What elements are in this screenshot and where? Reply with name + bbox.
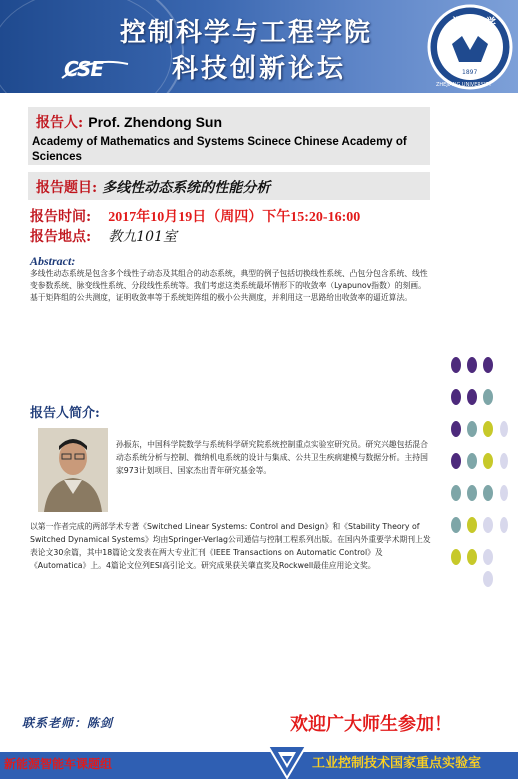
seal-english: ZHEJIANG UNIVERSITY xyxy=(436,82,492,88)
bio-text-intro: 孙振东，中国科学院数学与系统科学研究院系统控制重点实验室研究员。研究兴趣包括混合动态系统分析与控制、微纳机电系统的设计与集成、公共卫生疾病建模与数据分析。主持国家973计划项目、国家杰出青年研究基金等。 xyxy=(116,440,428,475)
zju-seal-icon xyxy=(426,4,514,90)
page-title: 控制科学与工程学院 xyxy=(120,18,373,48)
speaker-affiliation: Academy of Mathematics and Systems Scinece Chinese Academy of Sciences xyxy=(32,136,407,163)
speaker-label: 报告人: xyxy=(36,115,84,131)
dot-row xyxy=(451,549,493,565)
speaker-row xyxy=(36,112,222,132)
seal-year: 1897 xyxy=(462,69,478,76)
lab-logo-icon xyxy=(266,742,308,779)
portrait-icon xyxy=(38,428,108,512)
seal-text: 浙江大学 xyxy=(452,16,496,29)
time-row xyxy=(30,206,360,226)
time-label: 报告时间: xyxy=(30,209,92,225)
footer-group-name: 新能源智能车课题组 xyxy=(4,757,113,771)
abstract-text: 多线性动态系统是包含多个线性子动态及其组合的动态系统，典型的例子包括切换线性系统、凸包分包含系统、线性变参数系统、脉变线性系统、分段线性系统等。我们考虑这类系统最坏情形下的收敛率（Lyapunov指数）的刻画。基于矩阵组的公共测度，证明收敛率等于系统矩阵组的极小公共测度，并利用这一思路给出收敛率的逼近算法。 xyxy=(30,269,428,302)
location-value: 教九101室 xyxy=(108,229,177,245)
time-value: 2017年10月19日（周四）下午15:20-16:00 xyxy=(108,210,361,225)
contact-teacher: 联系老师：陈剑 xyxy=(22,716,114,730)
page-subtitle: 科技创新论坛 xyxy=(172,54,347,84)
dot-row xyxy=(451,389,493,405)
dot-row xyxy=(451,517,508,533)
speaker-box xyxy=(28,107,430,165)
topic-value: 多线性动态系统的性能分析 xyxy=(102,180,271,196)
topic-label: 报告题目: xyxy=(36,180,98,196)
speaker-name: Prof. Zhendong Sun xyxy=(88,114,223,130)
dot-row xyxy=(483,571,493,587)
header-banner xyxy=(0,0,518,93)
topic-box xyxy=(28,172,430,200)
footer xyxy=(0,742,518,779)
location-label: 报告地点: xyxy=(30,229,92,245)
abstract-title: Abstract: xyxy=(30,254,76,268)
dot-row xyxy=(451,453,508,469)
decorative-dots xyxy=(448,355,508,595)
topic-row xyxy=(36,177,270,197)
dot-row xyxy=(451,421,508,437)
bio-title: 报告人简介: xyxy=(30,406,100,421)
dot-row xyxy=(451,485,508,501)
welcome-banner: 欢迎广大师生参加！ xyxy=(290,714,452,735)
bio-text-publications: 以第一作者完成的两部学术专著《Switched Linear Systems: Control and Design》和《Stability Theory of Switched Dynamical Systems》均由Springer-Verlag公司通信与控制工程系列出版。在国内外重要学术期刊上发表论文30余篇，其中18篇论文发表在两大专业汇刊《IEEE Transactions on Automatic Control》及《Automatica》上。4篇论文位列ESI高引论文。研究成果获关肇直奖及Rockwell最佳应用论文奖。 xyxy=(30,522,431,570)
location-row xyxy=(30,226,177,246)
speaker-photo xyxy=(38,428,108,512)
cse-logo-text: CSE xyxy=(64,57,104,81)
footer-lab-name: 工业控制技术国家重点实验室 xyxy=(312,756,482,771)
dot-row xyxy=(451,357,493,373)
